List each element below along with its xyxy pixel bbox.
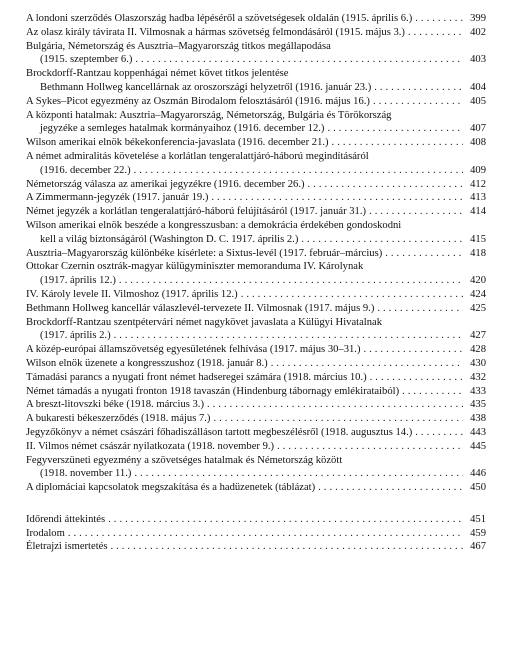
toc-entry [26, 247, 486, 261]
toc-entry-row [26, 357, 486, 371]
dot-leader [370, 371, 463, 385]
toc-entry-row [26, 343, 486, 357]
toc-entry-row [26, 288, 486, 302]
toc-entry [26, 136, 486, 150]
appendix-entry [26, 540, 486, 554]
toc-entry-line: A központi hatalmak: Ausztria–Magyarország, Németország, Bulgária és Törökország [26, 109, 392, 121]
toc-entry-row [26, 481, 486, 495]
dot-leader [135, 53, 463, 67]
toc-entry-row [26, 205, 486, 219]
toc-entry-line: Fegyverszüneti egyezmény a szövetséges hatalmak és Németország között [26, 454, 343, 466]
toc-entry [26, 67, 486, 95]
toc-entry-title: Az olasz király távirata II. Vilmosnak a hármas szövetség felmondásáról (1915. május 3.) [26, 26, 405, 38]
dot-leader [415, 426, 463, 440]
page-number: 420 [470, 275, 486, 287]
toc-entry-title: Wilson elnök üzenete a kongresszushoz (1918. január 8.) [26, 357, 268, 369]
toc-entry [26, 40, 486, 68]
page-number: 430 [470, 357, 486, 369]
toc-entry-title: A diplomáciai kapcsolatok megszakítása és a hadüzenetek (táblázat) [26, 482, 316, 494]
toc-entry-title: Német jegyzék a korlátlan tengeralattjáró-háború felújításáról (1917. január 31.) [26, 206, 367, 218]
toc-entry-row [26, 233, 486, 247]
dot-leader [213, 412, 463, 426]
dot-leader [114, 329, 463, 343]
toc-entry [26, 219, 486, 247]
toc-entry-title: A breszt-litovszki béke (1918. március 3.) [26, 399, 204, 411]
toc-entry-title: kell a világ biztonságáról (Washington D. C. 1917. április 2.) [40, 233, 299, 245]
dot-leader [134, 164, 463, 178]
dot-leader [68, 527, 463, 541]
toc-entry [26, 302, 486, 316]
dot-leader [377, 302, 463, 316]
toc-entry-row [26, 274, 486, 288]
toc-entry [26, 357, 486, 371]
toc-entry-row [26, 302, 486, 316]
toc-entry [26, 178, 486, 192]
dot-leader [241, 288, 463, 302]
page-number: 427 [470, 330, 486, 342]
page-number: 438 [470, 413, 486, 425]
toc-entry-row [26, 329, 486, 343]
toc-entry-title: (1917. április 12.) [40, 275, 116, 287]
toc-entry-title: Ausztria–Magyarország különbéke kísérlete: a Sixtus-levél (1917. február–március) [26, 247, 383, 259]
toc-entry-row [26, 513, 486, 527]
toc-entry [26, 398, 486, 412]
toc-entry-title: Német támadás a nyugati fronton 1918 tavaszán (Hindenburg tábornagy emlékirataiból) [26, 385, 400, 397]
toc-entry-line: Bulgária, Németország és Ausztria–Magyarország titkos megállapodása [26, 40, 331, 52]
toc-entry-row [26, 136, 486, 150]
toc-entry-title: A bukaresti békeszerződés (1918. május 7.) [26, 413, 211, 425]
toc-entry-title: A londoni szerződés Olaszország hadba lépéséről a szövetségesek oldalán (1915. április 6.) [26, 13, 413, 24]
appendix-list [26, 513, 486, 554]
toc-entry [26, 12, 486, 26]
toc-entry [26, 412, 486, 426]
toc-entry-row [26, 412, 486, 426]
toc-entry-title: Támadási parancs a nyugati front német hadseregei számára (1918. március 10.) [26, 371, 367, 383]
dot-leader [211, 191, 463, 205]
dot-leader [402, 385, 463, 399]
page-number: 408 [470, 137, 486, 149]
toc-entry-line: A német admiralitás követelése a korlátlan tengeralattjáró-háború megindításáról [26, 150, 369, 162]
toc-entry [26, 26, 486, 40]
toc-entry [26, 191, 486, 205]
page-number: 418 [470, 247, 486, 259]
dot-leader [108, 513, 463, 527]
toc-entry [26, 95, 486, 109]
toc-entry-line: Wilson amerikai elnök beszéde a kongresszusban: a demokrácia érdekében gondoskodni [26, 219, 402, 231]
page-number: 407 [470, 123, 486, 135]
toc-entry-row [26, 95, 486, 109]
toc-entry-line: Brockdorff-Rantzau szentpétervári német nagykövet javaslata a Külügyi Hivatalnak [26, 316, 383, 328]
toc-entry-row [26, 122, 486, 136]
toc-entry-row [26, 527, 486, 541]
toc-entry-title: Németország válasza az amerikai jegyzékre (1916. december 26.) [26, 178, 305, 190]
dot-leader [373, 95, 463, 109]
page-number: 405 [470, 95, 486, 107]
toc-entry [26, 454, 486, 482]
toc-entry-row [26, 440, 486, 454]
toc-entry-title: Jegyzőkönyv a német császári főhadiszálláson tartott megbeszélésről (1918. augusztus 14.) [26, 426, 413, 438]
page-number: 445 [470, 440, 486, 452]
dot-leader [363, 343, 463, 357]
toc-entry-row [26, 385, 486, 399]
toc-entry-title: A Zimmermann-jegyzék (1917. január 19.) [26, 192, 209, 204]
dot-leader [308, 178, 463, 192]
toc-entry [26, 205, 486, 219]
toc-entry-row [26, 26, 486, 40]
toc-entry-title: A Sykes–Picot egyezmény az Oszmán Birodalom felosztásáról (1916. május 16.) [26, 95, 370, 107]
toc-entry-title: Bethmann Hollweg kancellár válaszlevél-tervezete II. Vilmosnak (1917. május 9.) [26, 302, 375, 314]
page-number: 413 [470, 192, 486, 204]
toc-entry-title: (1917. április 2.) [40, 330, 111, 342]
dot-leader [301, 233, 463, 247]
toc-entry-line: Brockdorff-Rantzau koppenhágai német követ titkos jelentése [26, 68, 289, 80]
dot-leader [332, 136, 463, 150]
appendix-entry [26, 527, 486, 541]
dot-leader [385, 247, 463, 261]
toc-entry-title: Időrendi áttekintés [26, 513, 106, 525]
page-number: 450 [470, 482, 486, 494]
table-of-contents [26, 12, 486, 554]
page-number: 403 [470, 54, 486, 66]
toc-entry-row [26, 81, 486, 95]
toc-entry-title: IV. Károly levele II. Vilmoshoz (1917. április 12.) [26, 288, 238, 300]
toc-entry-row [26, 398, 486, 412]
page-number: 433 [470, 385, 486, 397]
toc-entry [26, 481, 486, 495]
toc-list [26, 12, 486, 495]
page-number: 435 [470, 399, 486, 411]
page-number: 428 [470, 344, 486, 356]
page-number: 412 [470, 178, 486, 190]
page-number: 451 [470, 513, 486, 525]
page-number: 402 [470, 26, 486, 38]
dot-leader [110, 540, 463, 554]
toc-entry-line: Ottokar Czernin osztrák-magyar külügyminiszter memoranduma IV. Károlynak [26, 261, 364, 273]
toc-entry-row [26, 467, 486, 481]
toc-entry [26, 109, 486, 137]
toc-entry-row [26, 53, 486, 67]
toc-entry-title: Bethmann Hollweg kancellárnak az oroszországi helyzetről (1916. január 23.) [40, 81, 372, 93]
toc-entry-title: II. Vilmos német császár nyilatkozata (1918. november 9.) [26, 440, 275, 452]
dot-leader [415, 12, 463, 26]
page-number: 446 [470, 468, 486, 480]
toc-entry-title: jegyzéke a semleges hatalmak kormányaihoz (1916. december 12.) [40, 123, 325, 135]
toc-entry-row [26, 191, 486, 205]
toc-entry [26, 316, 486, 344]
toc-entry-row [26, 371, 486, 385]
page-number: 404 [470, 81, 486, 93]
toc-entry-title: (1915. szeptember 6.) [40, 54, 133, 66]
page-number: 467 [470, 541, 486, 553]
toc-entry [26, 426, 486, 440]
toc-entry [26, 260, 486, 288]
page-number: 432 [470, 371, 486, 383]
toc-entry-row [26, 426, 486, 440]
page-number: 424 [470, 288, 486, 300]
toc-entry-row [26, 178, 486, 192]
toc-entry [26, 371, 486, 385]
toc-entry-row [26, 247, 486, 261]
page-number: 443 [470, 426, 486, 438]
toc-entry-title: A közép-európai államszövetség egyesületének felhívása (1917. május 30–31.) [26, 344, 361, 356]
dot-leader [318, 481, 463, 495]
page-number: 409 [470, 164, 486, 176]
toc-entry [26, 288, 486, 302]
toc-entry-title: (1916. december 22.) [40, 164, 131, 176]
dot-leader [134, 467, 463, 481]
dot-leader [119, 274, 463, 288]
dot-leader [327, 122, 463, 136]
toc-entry [26, 150, 486, 178]
toc-entry-row [26, 12, 486, 26]
page-number: 414 [470, 206, 486, 218]
toc-entry-title: (1918. november 11.) [40, 468, 132, 480]
dot-leader [277, 440, 463, 454]
page-number: 425 [470, 302, 486, 314]
toc-entry-title: Életrajzi ismertetés [26, 541, 108, 553]
toc-entry [26, 343, 486, 357]
page-number: 459 [470, 527, 486, 539]
dot-leader [369, 205, 463, 219]
toc-entry-title: Irodalom [26, 527, 65, 539]
dot-leader [271, 357, 463, 371]
page-number: 415 [470, 233, 486, 245]
page-number: 399 [470, 13, 486, 24]
toc-entry-row [26, 540, 486, 554]
toc-entry-row [26, 164, 486, 178]
section-gap [26, 495, 486, 513]
dot-leader [408, 26, 463, 40]
appendix-entry [26, 513, 486, 527]
toc-entry-title: Wilson amerikai elnök békekonferencia-javaslata (1916. december 21.) [26, 137, 329, 149]
toc-entry [26, 440, 486, 454]
dot-leader [374, 81, 463, 95]
toc-entry [26, 385, 486, 399]
dot-leader [207, 398, 463, 412]
